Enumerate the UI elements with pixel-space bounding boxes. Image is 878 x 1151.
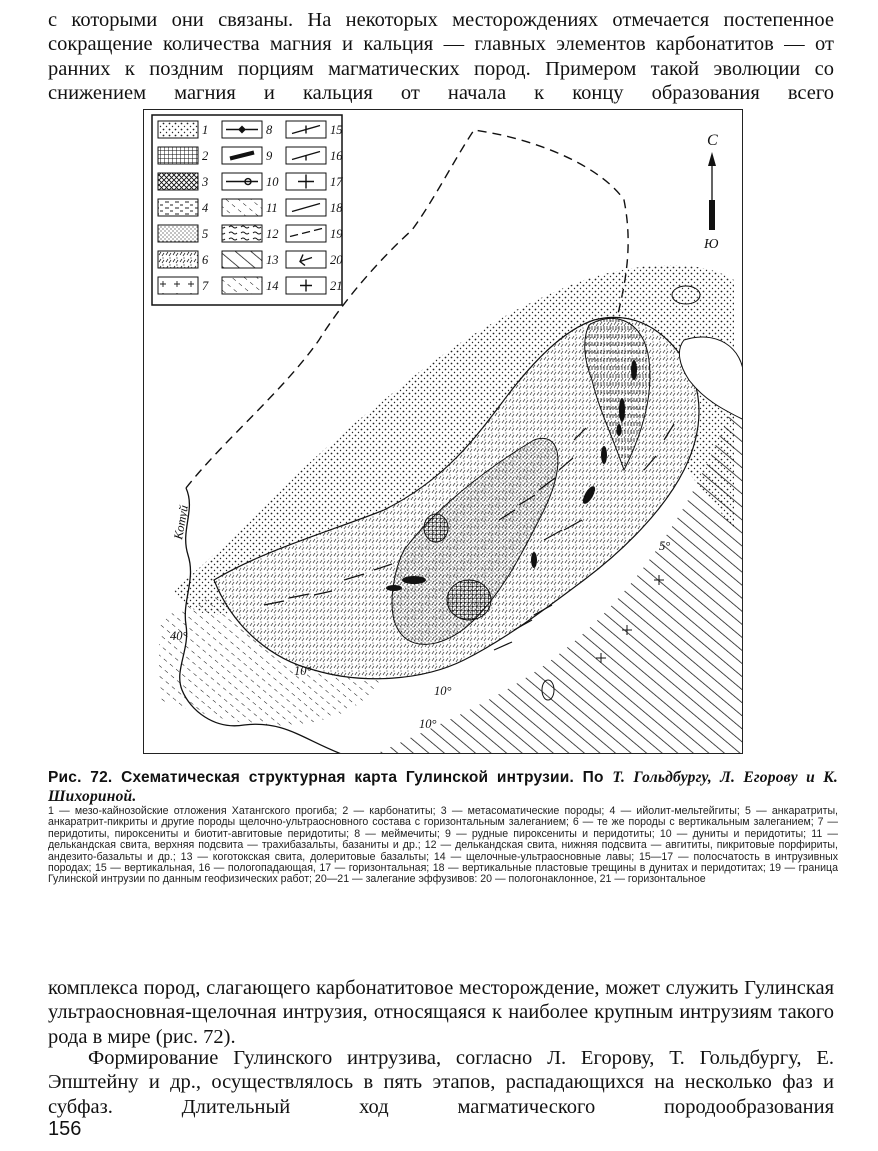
legend-swatch-19 <box>286 225 326 242</box>
body-paragraph-bottom-2: Формирование Гулинского интрузива, согласно Л. Егорову, Т. Гольдбургу, Е. Эпштейну и др., осуществлялось в пять этапов, распадающихся на несколько фаз и субфаз. Длительный ход магматического породообразования <box>48 1047 834 1118</box>
legend-number-8: 8 <box>266 123 273 137</box>
map-legend <box>152 115 343 305</box>
legend-number-18: 18 <box>330 201 343 215</box>
legend-number-13: 13 <box>266 253 279 267</box>
dip-label: 10° <box>294 664 312 678</box>
figure-caption: Рис. 72. Схематическая структурная карта Гулинской интрузии. По Т. Гольдбургу, Л. Егорову и К. Шихориной. <box>48 769 838 805</box>
legend-swatch-3 <box>158 173 198 190</box>
legend-number-2: 2 <box>202 149 209 163</box>
legend-number-4: 4 <box>202 201 209 215</box>
legend-number-9: 9 <box>266 149 273 163</box>
legend-swatch-7 <box>158 277 198 294</box>
map-carbonatite-body <box>447 580 491 620</box>
dip-label: 5° <box>659 539 671 553</box>
river-label: Котуй <box>171 504 191 541</box>
legend-number-10: 10 <box>266 175 279 189</box>
legend-number-20: 20 <box>330 253 343 267</box>
north-arrow <box>703 132 719 252</box>
legend-number-16: 16 <box>330 149 343 163</box>
legend-number-6: 6 <box>202 253 209 267</box>
map-carbonatite-body <box>424 514 448 542</box>
compass-south-label: Ю <box>704 237 719 252</box>
compass-north-label: С <box>707 132 718 149</box>
legend-number-17: 17 <box>330 175 343 189</box>
structural-map-figure <box>143 109 743 754</box>
body-paragraph-top: с которыми они связаны. На некоторых месторождениях отмечается постепенное сокращение количества магния и кальция — главных элементов карбонатитов — от ранних к поздним порциям магматических пород. Примером такой эволюции со снижением магния и кальция от начала к концу образования всего <box>48 9 834 104</box>
legend-swatch-13 <box>222 251 262 268</box>
legend-swatch-2 <box>158 147 198 164</box>
legend-number-21: 21 <box>330 279 343 293</box>
legend-number-11: 11 <box>266 201 278 215</box>
legend-swatch-14 <box>222 277 262 294</box>
legend-number-7: 7 <box>202 279 209 293</box>
dip-label: 40° <box>170 629 188 643</box>
legend-number-19: 19 <box>330 227 343 241</box>
legend-number-1: 1 <box>202 123 209 137</box>
legend-swatch-4 <box>158 199 198 216</box>
legend-number-15: 15 <box>330 123 343 137</box>
legend-number-3: 3 <box>202 175 209 189</box>
dip-label: 10° <box>434 684 452 698</box>
body-paragraph-bottom-1: комплекса пород, слагающего карбонатитовое месторождение, может служить Гулинская ультраосновная-щелочная интрузия, относящаяся к наиболее крупным интрузиям такого рода в мире (рис. 72). <box>48 977 834 1048</box>
legend-swatch-5 <box>158 225 198 242</box>
legend-swatch-6 <box>158 251 198 268</box>
legend-number-12: 12 <box>266 227 279 241</box>
page-number: 156 <box>48 1118 82 1140</box>
structural-map <box>144 110 743 754</box>
legend-number-14: 14 <box>266 279 279 293</box>
legend-swatch-12 <box>222 225 262 242</box>
dip-label: 10° <box>419 717 437 731</box>
legend-swatch-1 <box>158 121 198 138</box>
figure-legend-text: 1 — мезо-кайнозойские отложения Хатангского прогиба; 2 — карбонатиты; 3 — метасоматические породы; 4 — ийолит-мельтейгиты; 5 — анкаратриты, анкаратрит-пикриты и другие породы щелочно-ультраосновного состава с горизонтальным залеганием; 6 — те же породы с вертикальным залеганием; 7 — перидотиты, пироксениты и биотит-авгитовые перидотиты; 8 — меймечиты; 9 — рудные пироксениты и перидотиты; 10 — дуниты и перидотиты; 11 — делькандская свита, верхняя подсвита — трахибазальты, базаниты и др.; 12 — делькандская свита, нижняя подсвита — авгититы, пикритовые порфириты, андезито-базальты и др.; 13 — коготокская свита, долеритовые базальты; 14 — щелочные-ультраосновные лавы; 15—17 — полосчатость в интрузивных породах; 15 — вертикальная, 16 — пологопадающая, 17 — горизонтальная; 18 — вертикальные пластовые трещины в дунитах и перидотитах; 19 — граница Гулинской интрузии по данным геофизических работ; 20—21 — залегание эффузивов: 20 — пологонаклонное, 21 — горизонтальное <box>48 805 838 886</box>
legend-swatch-11 <box>222 199 262 216</box>
legend-number-5: 5 <box>202 227 209 241</box>
